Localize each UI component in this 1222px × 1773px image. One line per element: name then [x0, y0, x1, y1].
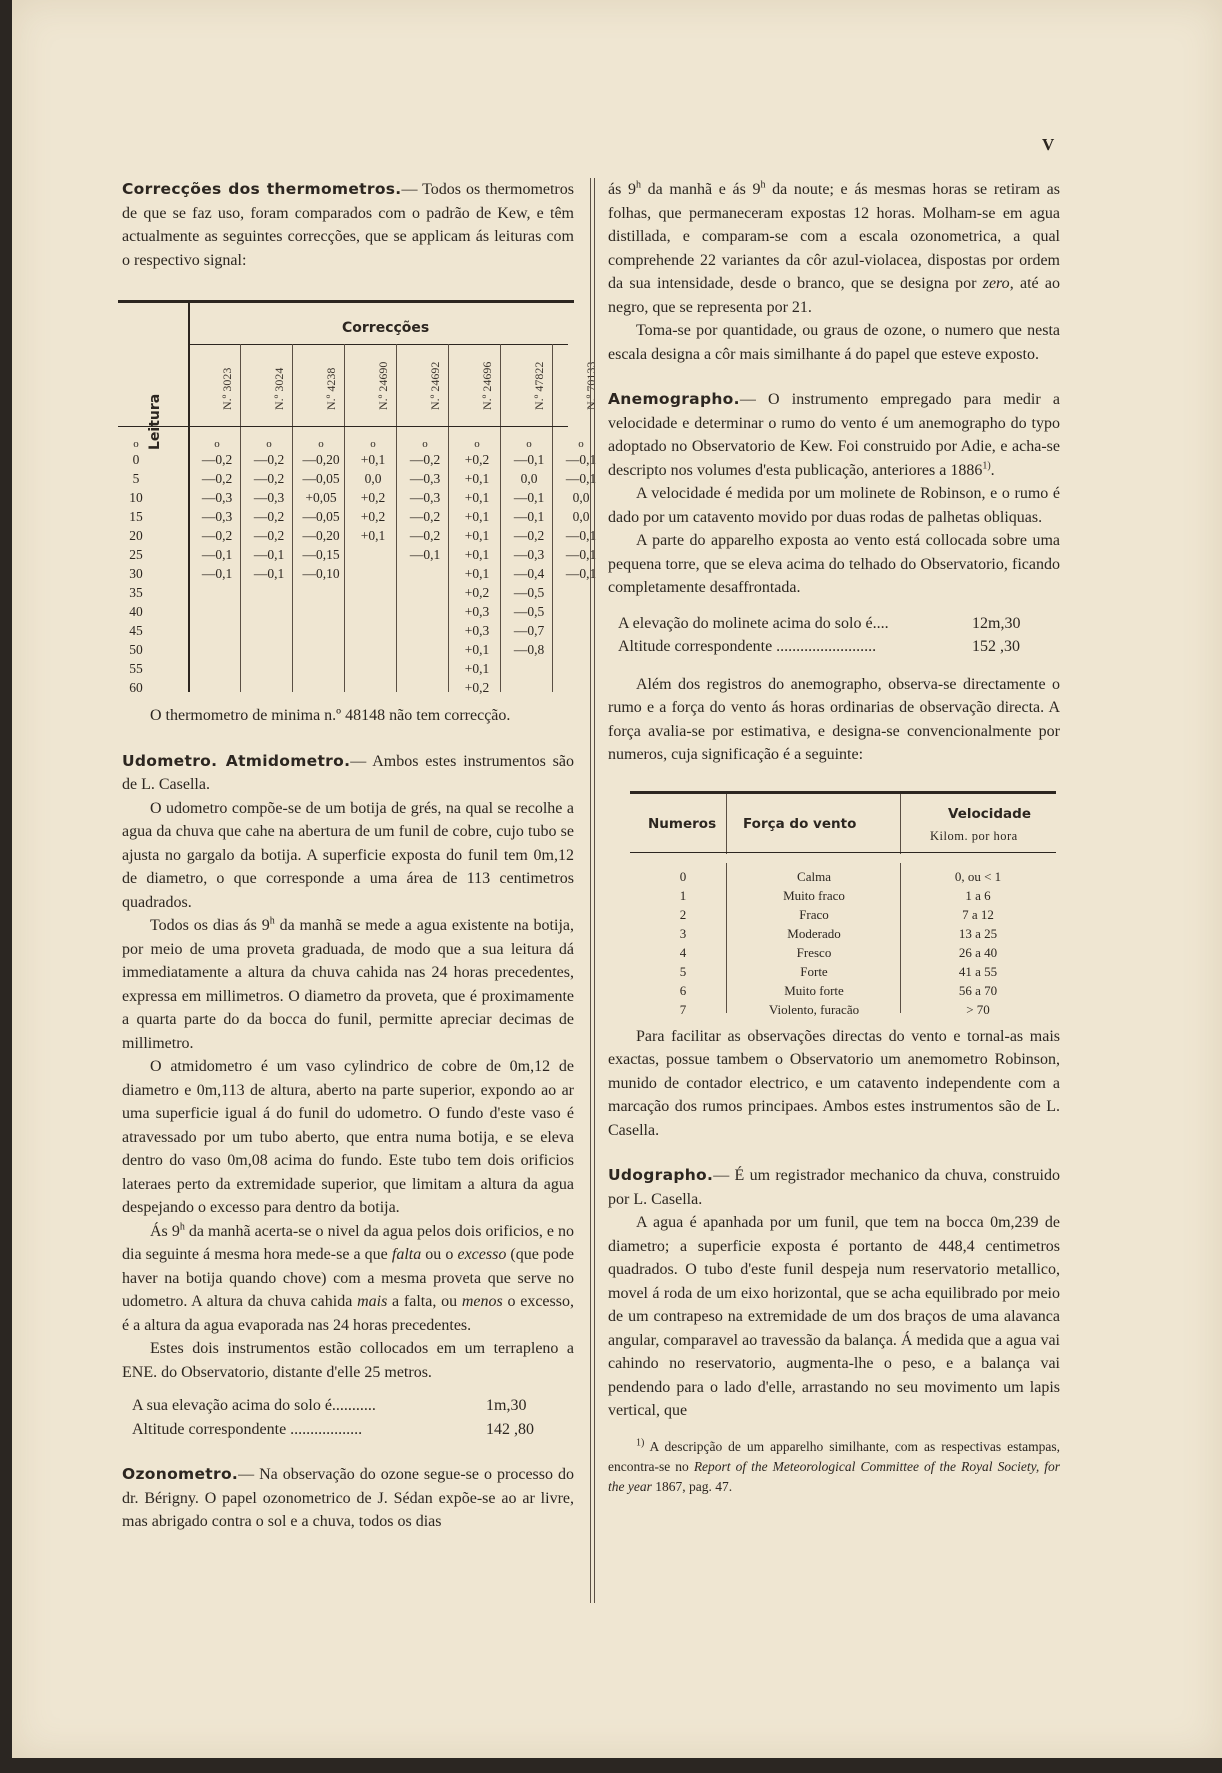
correction-cell: —0,1 — [201, 547, 233, 562]
udographo-heading: Udographo. — [608, 1166, 714, 1184]
correction-cell: 0,0 — [572, 490, 590, 505]
correction-cell: +0,2 — [464, 585, 490, 600]
degree-mark: o — [474, 438, 480, 450]
table-row — [608, 903, 1060, 922]
degree-mark: o — [266, 438, 272, 450]
udometro-heading: Udometro. Atmidometro. — [122, 751, 351, 770]
column-header — [504, 350, 554, 420]
numero-cell: 4 — [679, 944, 687, 960]
minima-note: O thermometro de minima n.º 48148 não tem correcção. — [150, 707, 511, 724]
anemographo-text: — O instrumento empregado para medir a velocidade e determinar o rumo do vento é um anemographo do typo adoptado no Observatorio de Kew. Foi construido por Adie, e acha-se descripto nos volumes d'esta publicação, anteriores a 1886 — [608, 391, 1060, 479]
correction-cell: —0,3 — [201, 509, 233, 524]
table-row — [608, 884, 1060, 903]
forca-cell: Violento, furacão — [768, 1001, 860, 1017]
column-header-label: N.º 47822 — [532, 361, 546, 410]
altitude-value: 142 ,80 — [486, 1420, 534, 1438]
udometro-p5: Estes dois instrumentos estão collocados em um terrapleno a ENE. do Observatorio, distante d'elle 25 metros. — [122, 1340, 574, 1381]
numero-cell: 2 — [679, 906, 687, 922]
leitura-cell: 60 — [129, 680, 143, 695]
correction-cell: —0,1 — [565, 528, 597, 543]
udometro-p2-b: da manhã se mede a agua existente na botija, por meio de uma proveta graduada, de modo que a sua leitura dá immediatamente a altura da chuva cahida nas 24 horas precedentes, expressa em millimetros. O diametro da proveta, que é proximamente a quarta parte do da bocca do funil, permitte apreciar decimas de millimetro. — [122, 917, 574, 1052]
correction-cell: +0,2 — [360, 490, 386, 505]
leitura-cell: 5 — [132, 471, 140, 486]
table-row — [122, 600, 574, 619]
leitura-cell: 20 — [129, 528, 143, 543]
anemographo-heading: Anemographo. — [608, 390, 740, 408]
anemographo-paragraph — [608, 388, 1060, 482]
ozonometro-heading: Ozonometro. — [122, 1465, 239, 1483]
correction-cell: —0,4 — [513, 566, 545, 581]
molinete-elevation-line — [608, 612, 1060, 636]
numero-cell: 5 — [679, 963, 687, 979]
table-row — [122, 486, 590, 505]
correction-cell: +0,1 — [464, 509, 490, 524]
correction-cell: —0,1 — [513, 452, 545, 467]
leitura-cell: 50 — [129, 642, 143, 657]
correction-cell: —0,3 — [253, 490, 285, 505]
velocidade-cell: 26 a 40 — [958, 944, 998, 960]
footnote-italic: Report of the Meteorological Committee of the Royal Society, for the year — [608, 1458, 1061, 1494]
column-header-label: N.º 4238 — [324, 367, 338, 410]
footnote — [608, 1437, 1060, 1497]
column-header-label: N.º 24692 — [428, 361, 442, 410]
correction-cell: —0,1 — [513, 509, 545, 524]
udographo-paragraph — [608, 1164, 1060, 1211]
thermometer-corrections-table — [122, 300, 598, 695]
correction-cell: —0,2 — [409, 509, 441, 524]
correction-cell: —0,2 — [409, 528, 441, 543]
leitura-cell: 45 — [129, 623, 143, 638]
correction-cell: —0,1 — [253, 547, 285, 562]
numero-cell: 3 — [679, 925, 687, 941]
elevation-value: 1m,30 — [486, 1397, 527, 1414]
column-divider — [590, 178, 595, 1603]
column-header-label: N.º 24690 — [376, 361, 390, 410]
udometro-p2 — [122, 914, 574, 1055]
column-header — [452, 350, 502, 420]
table-top-rule — [630, 791, 1056, 794]
header-velocidade: Velocidade — [948, 805, 1031, 822]
correction-cell: —0,1 — [253, 566, 285, 581]
correction-cell: +0,1 — [464, 528, 490, 543]
column-header-label: N.º 3024 — [272, 367, 286, 410]
correction-cell: 0,0 — [520, 471, 538, 486]
footnote-ref: 1) — [982, 460, 991, 472]
altitude-value: 152 ,30 — [972, 638, 1020, 655]
leitura-cell: 25 — [129, 547, 143, 562]
forca-cell: Muito fraco — [783, 887, 845, 903]
numero-cell: 6 — [679, 982, 687, 998]
footnote-text-a: A descripção de um apparelho similhante, com as respectivas estampas, encontra-se no — [608, 1438, 1060, 1474]
table-header-rule — [630, 852, 1056, 853]
elevation-value: 12m,30 — [972, 614, 1021, 632]
correction-cell: —0,2 — [201, 471, 233, 486]
numero-cell: 1 — [679, 887, 687, 903]
correction-cell: —0,7 — [513, 623, 545, 638]
correction-cell: +0,2 — [464, 452, 490, 467]
table-row — [608, 960, 1060, 979]
correction-cell: —0,3 — [409, 490, 441, 505]
oz-cont-a: ás 9 — [608, 181, 636, 198]
table-row — [122, 581, 574, 600]
leitura-cell: 40 — [129, 604, 143, 619]
udometro-p2-a: Todos os dias ás 9 — [150, 917, 270, 934]
udographo-p2: A agua é apanhada por um funil, que tem na bocca 0m,239 de diametro; a superficie exposta é portanto de 448,4 centimetros quadrados. O tubo d'este funil despeja num reservatorio metallico, movel á roda de um eixo horizontal, que se acha equilibrado por meio de um contrapeso na extremidade de um dos braços de uma alavanca angular, comparavel ao travessão da balança. Á medida que a agua vai cahindo no reservatorio, augmenta-lhe o peso, e a balança vai pendendo para o lado d'elle, arrastando no seu movimento um lapis vertical, que — [608, 1214, 1060, 1419]
velocidade-cell: 7 a 12 — [962, 906, 994, 922]
correction-cell: +0,1 — [360, 528, 386, 543]
table-row — [122, 448, 597, 467]
correction-cell: —0,10 — [302, 566, 340, 581]
correction-cell: —0,2 — [409, 452, 441, 467]
correction-cell: —0,20 — [302, 528, 340, 543]
oz-cont-d: , até ao negro, que se representa por 21. — [608, 275, 1061, 316]
numero-cell: 7 — [679, 1001, 687, 1017]
wind-force-table — [608, 791, 1060, 1025]
table-row — [122, 543, 597, 562]
table-row — [122, 657, 574, 676]
correction-cell: +0,1 — [464, 547, 490, 562]
correccoes-text: — Todos os thermometros de que se faz uso, foram comparados com o padrão de Kew, e têm actualmente as seguintes correcções, que se applicam ás leituras com o respectivo signal: — [122, 181, 574, 269]
udometro-p4-d: (que pode haver na botija quando chove) com a mesma proveta que serve no udometro. A altura da chuva cahida — [122, 1246, 575, 1310]
sup-h: h — [760, 179, 766, 191]
table-row — [608, 922, 1060, 941]
correction-cell: —0,5 — [513, 604, 545, 619]
udometro-p4-b: da manhã acerta-se o nivel da agua pelos dois orificios, e no dia seguinte á mesma hora mede-se a que — [122, 1222, 575, 1263]
oz-cont-c: da noute; e ás mesmas horas se retiram as folhas, que permaneceram expostas 12 horas. Molham-se em agua distillada, e comparam-se com a escala ozonometrica, a qual comprehende 22 variantes da côr azul-violacea, dispostas por ordem da sua intensidade, desde o branco, que se designa por — [608, 181, 1061, 292]
ozone-p2: Toma-se por quantidade, ou graus de ozone, o numero que nesta escala designa a côr mais similhante á do papel que esteve exposto. — [608, 322, 1060, 363]
header-numeros: Numeros — [648, 815, 717, 832]
table-row — [608, 998, 1060, 1017]
correction-cell: —0,1 — [565, 566, 597, 581]
document-page — [12, 0, 1222, 1758]
correction-cell: —0,2 — [201, 452, 233, 467]
anemographo-p2: A velocidade é medida por um molinete de Robinson, e o rumo é dado por um catavento movido por duas rodas de palhetas obliquas. — [608, 485, 1060, 526]
table-row — [122, 638, 574, 657]
column-header-label: N.º 24696 — [480, 361, 494, 410]
table-row — [122, 524, 597, 543]
table-row — [608, 941, 1060, 960]
sup-h: h — [179, 1221, 185, 1233]
facilitar-paragraph: Para facilitar as observações directas do vento e tornal-as mais exactas, possue tambem o Observatorio um anemometro Robinson, munido de contador electrico, e um catavento independente com a marcação dos rumos principaes. Ambos estes instrumentos são de L. Casella. — [608, 1027, 1060, 1139]
footnote-text-b: 1867, pag. 47. — [651, 1478, 733, 1494]
correction-cell: —0,3 — [201, 490, 233, 505]
velocidade-cell: > 70 — [966, 1001, 990, 1017]
column-header — [556, 350, 606, 420]
anemographo-p3: A parte do apparelho exposta ao vento está collocada sobre uma pequena torre, que se eleva acima do telhado do Observatorio, ficando completamente desaffrontada. — [608, 532, 1060, 596]
correction-cell: —0,3 — [513, 547, 545, 562]
correction-cell: —0,1 — [565, 471, 597, 486]
column-header — [192, 350, 242, 420]
table-top-rule — [118, 300, 574, 303]
correction-cell: —0,2 — [253, 471, 285, 486]
correction-cell: —0,2 — [253, 528, 285, 543]
molinete-altitude-line — [608, 635, 1060, 659]
italic-mais: mais — [357, 1293, 388, 1310]
elevation-label: A sua elevação acima do solo é........... — [132, 1397, 376, 1414]
udometro-elevation-line — [122, 1394, 574, 1418]
elevation-label: A elevação do molinete acima do solo é.... — [618, 614, 889, 632]
correction-cell: —0,8 — [513, 642, 545, 657]
correction-cell: +0,3 — [464, 604, 490, 619]
leitura-header-wrap — [130, 360, 163, 450]
page-number: V — [1042, 135, 1055, 154]
column-header — [400, 350, 450, 420]
udometro-p4-a: Ás 9 — [150, 1222, 180, 1240]
velocidade-cell: 56 a 70 — [958, 982, 998, 998]
velocidade-cell: 13 a 25 — [958, 925, 998, 941]
correction-cell: +0,2 — [360, 509, 386, 524]
correction-cell: —0,15 — [302, 547, 340, 562]
degree-mark: o — [133, 438, 139, 450]
column-separator — [900, 794, 901, 854]
correction-cell: —0,2 — [201, 528, 233, 543]
udometro-p4-f: o excesso, é a altura da agua evaporada nas 24 horas precedentes. — [122, 1293, 574, 1334]
velocidade-cell: 41 a 55 — [958, 963, 998, 979]
degree-mark: o — [370, 438, 376, 450]
anemographo-p4: Além dos registros do anemographo, observa-se directamente o rumo e a força do vento ás horas ordinarias de observação directa. A força avalia-se por estimativa, e designa-se convencionalmente por numeros, cuja significação é a seguinte: — [608, 675, 1060, 763]
leitura-cell: 10 — [129, 490, 143, 505]
forca-cell: Fraco — [799, 906, 829, 922]
italic-excesso: excesso — [457, 1246, 507, 1263]
correction-cell: +0,2 — [464, 680, 490, 695]
correction-cell: 0,0 — [364, 471, 382, 486]
udometro-intro: — Ambos estes instrumentos são de L. Casella. — [122, 752, 575, 793]
table-row — [608, 865, 1060, 884]
correction-cell: —0,2 — [253, 452, 285, 467]
column-header-label: N.º 3023 — [220, 367, 234, 410]
sup-h: h — [269, 915, 275, 927]
correction-cell: +0,1 — [464, 490, 490, 505]
degree-mark: o — [214, 438, 220, 450]
correction-cell: +0,1 — [464, 642, 490, 657]
correction-cell: —0,05 — [302, 509, 340, 524]
udometro-p1: O udometro compõe-se de um botija de grés, na qual se recolhe a agua da chuva que cahe na abertura de um funil de cobre, cujo tubo se ajusta no gargalo da botija. A superficie exposta do funil tem 0m,12 de diametro, o que corresponde a uma área de 113 centimetros quadrados. — [122, 799, 574, 911]
corrections-header-rule — [190, 344, 568, 345]
leitura-cell: 15 — [129, 509, 143, 524]
udometro-p4 — [122, 1220, 574, 1338]
degree-mark: o — [318, 438, 324, 450]
table-header-rule — [118, 426, 568, 427]
correction-cell: —0,2 — [253, 509, 285, 524]
udometro-altitude-line — [122, 1418, 574, 1442]
table-row — [122, 562, 597, 581]
ozonometro-paragraph — [122, 1463, 574, 1534]
correction-cell: —0,20 — [302, 452, 340, 467]
ozone-continuation — [608, 178, 1060, 319]
correction-cell: +0,1 — [464, 661, 490, 676]
altitude-label: Altitude correspondente .................. — [132, 1420, 363, 1438]
correction-cell: —0,5 — [513, 585, 545, 600]
table-row — [608, 979, 1060, 998]
leitura-cell: 0 — [132, 452, 140, 467]
correction-cell: —0,1 — [565, 547, 597, 562]
numero-cell: 0 — [679, 868, 687, 884]
correction-cell: +0,05 — [305, 490, 337, 505]
table-row — [122, 505, 590, 524]
udometro-p3: O atmidometro é um vaso cylindrico de cobre de 0m,12 de diametro e 0m,113 de altura, aberto na parte superior, expondo ao ar uma superficie igual á do funil do udometro. O fundo d'este vaso é atravessado por um tubo aberto, que entra numa botija, e se eleva dentro do vaso 0m,08 acima do fundo. Este tubo tem dois orificios lateraes perto da extremidade superior, que limitam a altura da agua despejando o excesso para dentro da botija. — [122, 1058, 574, 1216]
header-unit: Kilom. por hora — [930, 828, 1018, 843]
altitude-label: Altitude correspondente ......................... — [618, 638, 877, 655]
table-row — [122, 676, 574, 695]
forca-cell: Calma — [797, 868, 831, 884]
correction-cell: +0,1 — [360, 452, 386, 467]
anemographo-text-end: . — [990, 461, 995, 479]
column-header — [244, 350, 294, 420]
correction-cell: —0,3 — [409, 471, 441, 486]
leitura-cell: 30 — [129, 566, 143, 581]
correction-cell: —0,05 — [302, 471, 340, 486]
udometro-paragraph — [122, 750, 574, 797]
column-header — [348, 350, 398, 420]
correction-cell: —0,2 — [513, 528, 545, 543]
degree-mark: o — [422, 438, 428, 450]
italic-menos: menos — [461, 1293, 503, 1310]
ozonometro-text: — Na observação do ozone segue-se o processo do dr. Bérigny. O papel ozonometrico de J. Sédan expõe-se ao ar livre, mas abrigado contra o sol e a chuva, todos os dias — [122, 1466, 574, 1530]
udometro-p4-e: a falta, ou — [387, 1293, 462, 1310]
leitura-header: Leitura — [147, 393, 163, 450]
correction-cell: —0,1 — [565, 452, 597, 467]
table-row — [122, 619, 574, 638]
header-forca: Força do vento — [743, 815, 857, 832]
column-separator — [726, 794, 727, 854]
forca-cell: Moderado — [787, 925, 841, 941]
column-header-label: N.º 70133 — [584, 361, 598, 410]
left-column — [122, 178, 598, 1534]
correccoes-paragraph — [122, 178, 574, 272]
oz-cont-b: da manhã e ás 9 — [641, 181, 761, 198]
footnote-mark: 1) — [636, 1437, 645, 1448]
leitura-cell: 55 — [129, 661, 143, 676]
column-header — [296, 350, 346, 420]
forca-cell: Forte — [800, 963, 828, 979]
udographo-text: — É um registrador mechanico da chuva, construido por L. Casella. — [608, 1167, 1060, 1208]
leitura-cell: 35 — [129, 585, 143, 600]
table-row — [122, 467, 597, 486]
forca-cell: Muito forte — [784, 982, 844, 998]
italic-falta: falta — [391, 1246, 422, 1263]
correction-cell: +0,1 — [464, 471, 490, 486]
velocidade-cell: 1 a 6 — [965, 887, 991, 903]
correccoes-heading: Correcções dos thermometros. — [122, 180, 402, 198]
correction-cell: 0,0 — [572, 509, 590, 524]
corrections-header: Correcções — [342, 320, 430, 336]
correction-cell: +0,1 — [464, 566, 490, 581]
sup-h: h — [636, 179, 641, 191]
degree-mark: o — [578, 438, 584, 450]
correction-cell: —0,1 — [409, 547, 441, 562]
italic-zero: zero — [982, 275, 1010, 292]
correction-cell: —0,1 — [513, 490, 545, 505]
right-column — [608, 178, 1060, 1497]
correction-cell: —0,1 — [201, 566, 233, 581]
degree-mark: o — [526, 438, 532, 450]
udometro-p4-c: ou o — [421, 1246, 458, 1263]
velocidade-cell: 0, ou < 1 — [954, 868, 1002, 884]
forca-cell: Fresco — [796, 944, 832, 960]
correction-cell: +0,3 — [464, 623, 490, 638]
